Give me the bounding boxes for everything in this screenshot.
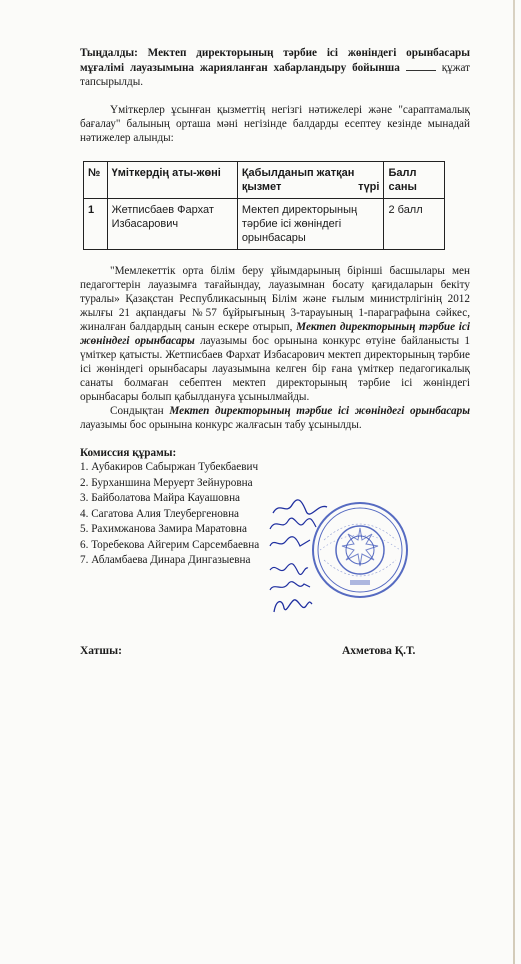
secretary-label: Хатшы: — [80, 645, 122, 657]
intro-label: Тыңдалды: — [80, 47, 138, 59]
conclusion-paragraph — [80, 404, 470, 432]
table-row — [84, 199, 445, 250]
list-item: 5. Рахимжанова Замира Маратовна — [80, 523, 247, 535]
row-score: 2 балл — [384, 199, 445, 250]
intro-tail: құжат тапсырылды. — [80, 62, 471, 88]
list-item: 2. Бурханшина Меруерт Зейнуровна — [80, 476, 253, 489]
signature-4-icon — [268, 560, 310, 578]
intro-text: Мектеп директорының тәрбие ісі жөніндегі орынбасары мұғалімі лауазымына жарияланған хабарландыру бойынша — [80, 47, 470, 74]
document-body — [80, 46, 470, 569]
list-item: 1. Аубакиров Сабыржан Тубекбаевич — [80, 461, 259, 473]
row-number: 1 — [84, 199, 108, 250]
decision-emphasis: Мектеп директорының тәрбие ісі жөніндегі орынбасары — [80, 321, 470, 347]
header-number: № — [84, 162, 108, 199]
row-position: Мектеп директорының тәрбие ісі жөніндегі орынбасары — [237, 199, 384, 250]
conclusion-part1: Сондықтан — [110, 405, 164, 417]
header-position: Қабылданып жатқан қызмет түрі — [237, 162, 384, 199]
signature-2-icon — [268, 515, 318, 535]
list-item: 6. Торебекова Айгерим Сарсембаевна — [80, 538, 260, 551]
conclusion-part2: лауазымы бос орынына конкурс жалғасын табу ұсынылды. — [80, 419, 362, 431]
list-item: 3. Байболатова Майра Кауашовна — [80, 492, 241, 504]
list-item: 7. Абламбаева Динара Дингазыевна — [80, 554, 251, 566]
decision-paragraph — [80, 264, 470, 404]
intro-paragraph — [80, 46, 470, 89]
row-name: Жетписбаев Фархат Избасарович — [107, 199, 237, 250]
header-name: Үміткердің аты-жөні — [107, 162, 237, 199]
secretary-name: Ахметова Қ.Т. — [342, 645, 416, 657]
signature-3-icon — [268, 534, 312, 552]
table-header-row — [84, 162, 445, 199]
scan-edge — [513, 0, 515, 964]
decision-part2: лауазымы бос орынына конкурс өтуіне байланысты 1 үміткер қатысты. Жетписбаев Фархат Избасарович мектеп директорының тәрбие ісі жөніндегі орынбасары лауазымына келген бір ғана үміткер педагогикалық санаты болмаған себептен мектеп директорының тәрбие ісі жөніндегі орынбасары болып қабылдануға ұсынылмайды. — [80, 335, 470, 403]
signature-6-icon — [270, 594, 314, 618]
blank-line — [406, 60, 436, 71]
results-table — [83, 161, 445, 250]
commission-title: Комиссия құрамы: — [80, 447, 177, 459]
results-intro: Үміткерлер ұсынған қызметтің негізгі нәтижелері және "сараптамалық бағалау" балының орташа мәні негізінде балдарды есептеу кезінде мынадай нәтижелер алынды: — [80, 104, 470, 144]
decision-part1: "Мемлекеттік орта білім беру ұйымдарының бірінші басшылары мен педагогтерін лауазымға тағайындау, лауазымнан босату қағидаларын бекіту туралы» Қазақстан Республикасының Білім және ғылым министрлігінің 2012 жылғы 21 ақпандағы №57 бұйрығының 3-тарауының 1-параграфына сәйкес, жиналған балдардың санын ескере отырып, — [80, 265, 470, 333]
secretary-row — [80, 645, 440, 657]
list-item: 4. Сагатова Алия Тлеубергеновна — [80, 507, 240, 520]
conclusion-emphasis: Мектеп директорының тәрбие ісі жөніндегі орынбасары — [169, 405, 470, 417]
header-score: Балл саны — [384, 162, 445, 199]
